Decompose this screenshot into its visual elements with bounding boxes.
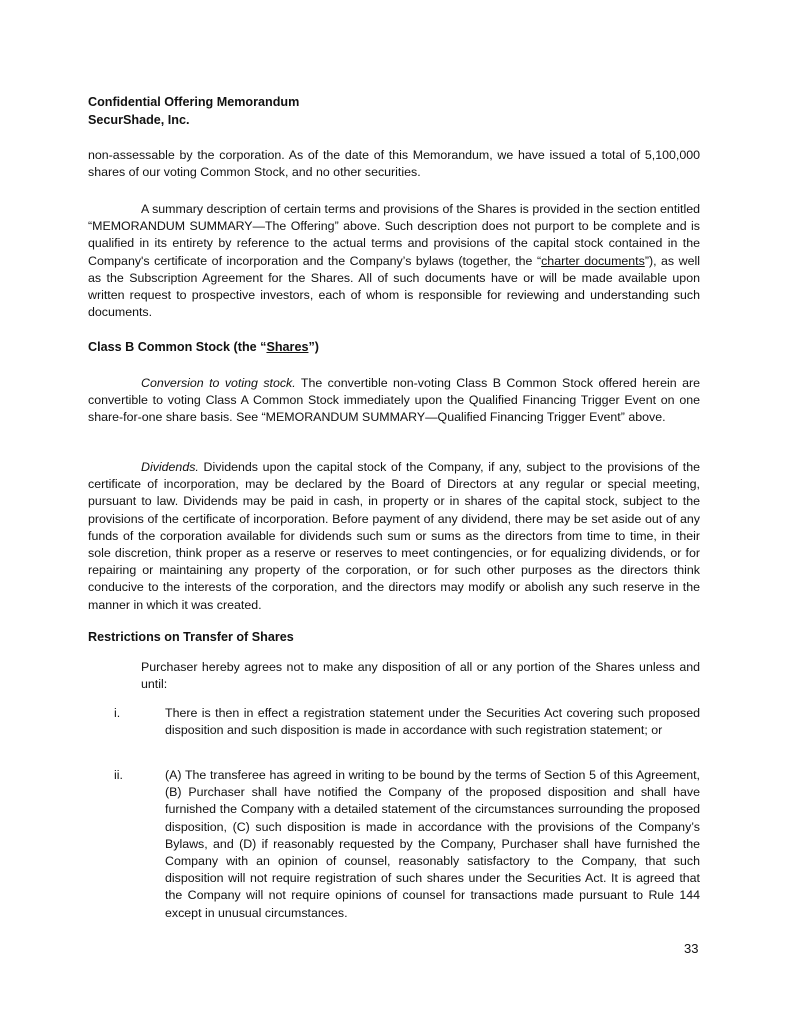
dividends-lead: Dividends. [141,460,199,474]
heading-shares-term: Shares [266,340,309,354]
restrictions-intro: Purchaser hereby agrees not to make any disposition of all or any portion of the Shares unless and until: [141,660,700,692]
conversion-lead: Conversion to voting stock. [141,376,296,390]
list-item-text: There is then in effect a registration statement under the Securities Act covering such proposed disposition and such disposition is made in accordance with such registration statement; or [165,706,700,738]
conversion-text: The convertible non-voting Class B Common Stock offered herein are convertible to voting Class A Common Stock immediately upon the Qualified Financing Trigger Event on one share-for-one share basis. See “MEMORANDUM SUMMARY—Qualified Financing Trigger Event” above. [88,376,701,425]
restrictions-heading: Restrictions on Transfer of Shares [88,630,294,644]
heading-text-end: ”) [308,340,319,354]
list-item-number: i. [114,706,121,720]
list-item-text: (A) The transferee has agreed in writing to be bound by the terms of Section 5 of this Agreement, (B) Purchaser shall have notified the Company of the proposed disposition and shall have furnished the Company with a detailed statement of the circumstances surrounding the proposed disposition, (C) such disposition is made in accordance with the provisions of the Company’s Bylaws, and (D) if reasonably requested by the Company, Purchaser shall have furnished the Company with an opinion of counsel, reasonably satisfactory to the Company, that such disposition will not require registration of such shares under the Securities Act. It is agreed that the Company will not require opinions of counsel for transactions made pursuant to Rule 144 except in unusual circumstances. [165,768,700,920]
paragraph-shares-issued: non-assessable by the corporation. As of the date of this Memorandum, we have issued a total of 5,100,000 shares of our voting Common Stock, and no other securities. [88,148,700,180]
summary-text-b: ”), as well as the Subscription Agreement for the Shares. All of such documents have or will be made available upon written request to prospective investors, each of whom is responsible for reviewing and understanding such documents. [88,253,700,320]
paragraph-dividends [88,459,700,614]
header-title: Confidential Offering Memorandum [88,95,300,109]
summary-text-a: A summary description of certain terms and provisions of the Shares is provided in the section entitled “MEMORANDUM SUMMARY—The Offering” above. Such description does not purport to be complete and is qualified in its entirety by reference to the actual terms and provisions of the capital stock contained in the Company's certificate of incorporation and the Company’s bylaws (together, the “ [88,202,700,268]
page-number: 33 [684,941,699,956]
charter-documents-term: charter documents [541,253,645,268]
class-b-heading [88,339,700,356]
dividends-text: Dividends upon the capital stock of the Company, if any, subject to the provisions of the certificate of incorporation, may be declared by the Board of Directors at any regular or special meeting, pursuant to law. Dividends may be paid in cash, in property or in shares of the capital stock, subject to the provisions of the certificate of incorporation. Before payment of any dividend, there may be set aside out of any funds of the corporation available for dividends such sum or sums as the directors from time to time, in their sole discretion, think proper as a reserve or reserves to meet contingencies, or for equalizing dividends, or for repairing or maintaining any property of the corporation, or for such other purposes as the directors think conducive to the interests of the corporation, and the directors may modify or abolish any such reserve in the manner in which it was created. [88,460,700,612]
document-header [88,94,700,129]
paragraph-conversion [88,375,700,427]
list-item-number: ii. [114,768,123,782]
header-company: SecurShade, Inc. [88,113,190,128]
paragraph-summary [88,201,700,321]
heading-text: Class B Common Stock (the “ [88,340,267,354]
